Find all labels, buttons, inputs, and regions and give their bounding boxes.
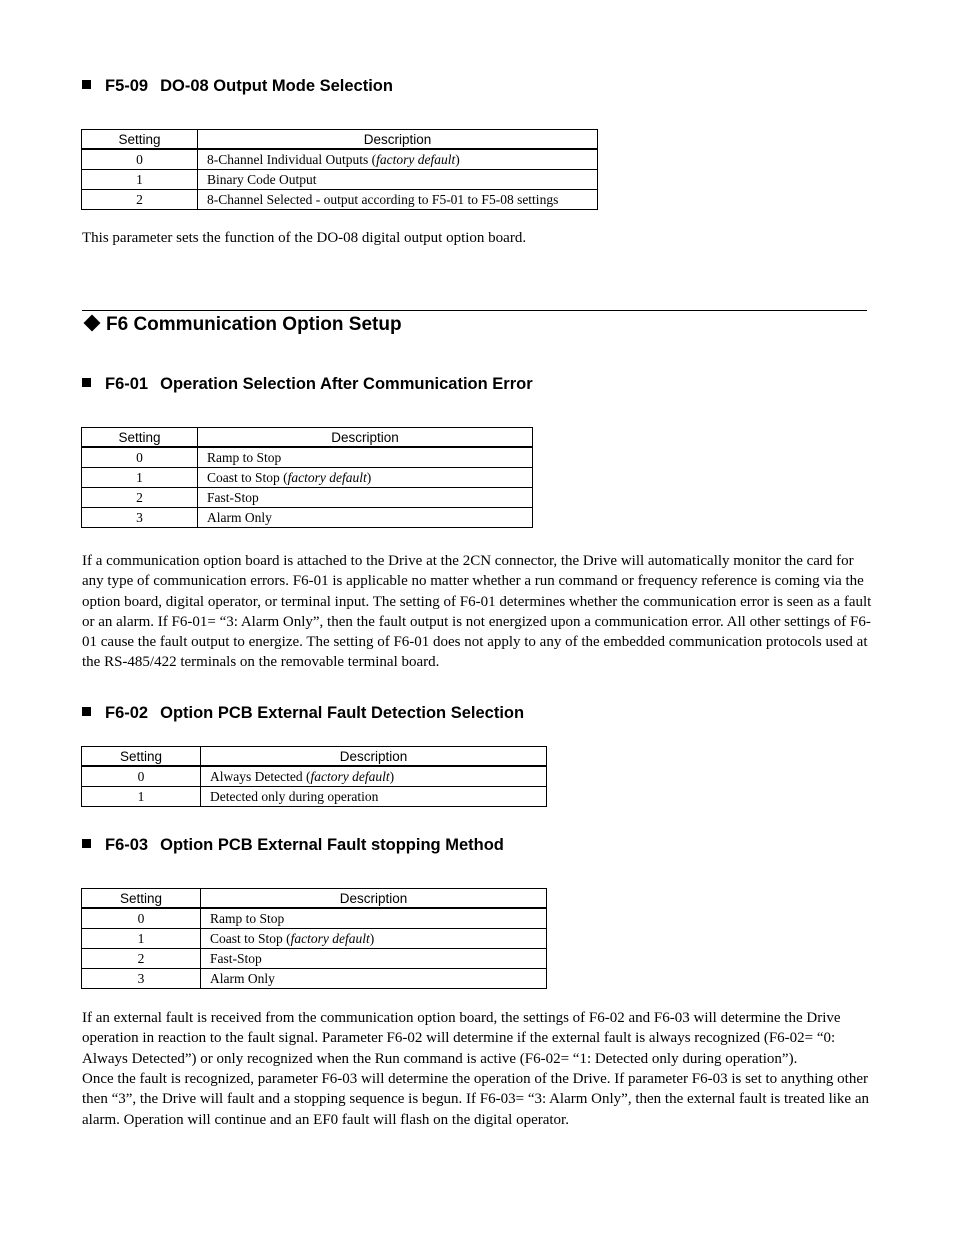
column-header-setting: Setting	[82, 747, 201, 767]
setting-description: Always Detected (factory default)	[201, 766, 547, 787]
f601-settings-table	[81, 427, 533, 528]
f509-heading	[82, 77, 393, 96]
section-title: F6 Communication Option Setup	[106, 314, 402, 335]
parameter-code: F6-01	[105, 375, 149, 393]
f509-settings-table	[81, 129, 598, 210]
table-row	[82, 908, 547, 929]
parameter-code: F6-02	[105, 704, 149, 722]
setting-description: Alarm Only	[198, 508, 533, 528]
f602-settings-table	[81, 746, 547, 807]
column-header-description: Description	[201, 889, 547, 909]
parameter-code: F6-03	[105, 836, 149, 854]
setting-value: 0	[82, 908, 201, 929]
section-divider	[82, 310, 867, 311]
table-row	[82, 949, 547, 969]
f603-settings-table	[81, 888, 547, 989]
setting-value: 1	[82, 468, 198, 488]
setting-value: 0	[82, 766, 201, 787]
parameter-title: DO-08 Output Mode Selection	[160, 77, 393, 95]
table-row	[82, 149, 598, 170]
f602-heading	[82, 704, 524, 723]
table-row	[82, 787, 547, 807]
setting-value: 0	[82, 149, 198, 170]
setting-value: 1	[82, 170, 198, 190]
square-bullet-icon	[82, 707, 91, 716]
f603-description-1: If an external fault is received from the communication option board, the settings of F6-02 and F6-03 will determine the Drive operation in reaction to the fault signal. Parameter F6-02 will determine if the external fault is always recognized (F6-02= “0: Always Detected”) or only recognized when the Run command is active (F6-02= “1: Detected only during operation”).	[82, 1010, 841, 1067]
column-header-setting: Setting	[82, 130, 198, 150]
square-bullet-icon	[82, 378, 91, 387]
f601-heading	[82, 375, 533, 394]
column-header-description: Description	[198, 130, 598, 150]
parameter-title: Option PCB External Fault stopping Method	[160, 836, 504, 854]
parameter-code: F5-09	[105, 77, 149, 95]
f603-heading	[82, 836, 504, 855]
column-header-setting: Setting	[82, 889, 201, 909]
column-header-description: Description	[201, 747, 547, 767]
setting-value: 3	[82, 508, 198, 528]
setting-description: Binary Code Output	[198, 170, 598, 190]
table-row	[82, 508, 533, 528]
setting-value: 1	[82, 787, 201, 807]
setting-description: 8-Channel Selected - output according to F5-01 to F5-08 settings	[198, 190, 598, 210]
setting-description: Coast to Stop (factory default)	[201, 929, 547, 949]
table-row	[82, 488, 533, 508]
parameter-title: Option PCB External Fault Detection Selection	[160, 704, 525, 722]
setting-value: 2	[82, 190, 198, 210]
f603-description-2: Once the fault is recognized, parameter F6-03 will determine the operation of the Drive. If parameter F6-03 is set to anything other then “3”, the Drive will fault and a stopping sequence is begun. If F6-03= “3: Alarm Only”, then the external fault is treated like an alarm. Operation will continue and an EF0 fault will flash on the digital operator.	[82, 1071, 869, 1128]
setting-description: Detected only during operation	[201, 787, 547, 807]
setting-value: 0	[82, 447, 198, 468]
column-header-description: Description	[198, 428, 533, 448]
square-bullet-icon	[82, 839, 91, 848]
table-row	[82, 929, 547, 949]
f6-section-heading	[82, 314, 402, 336]
f509-description: This parameter sets the function of the DO-08 digital output option board.	[82, 230, 527, 246]
setting-description: Ramp to Stop	[201, 908, 547, 929]
setting-value: 3	[82, 969, 201, 989]
column-header-setting: Setting	[82, 428, 198, 448]
setting-description: Ramp to Stop	[198, 447, 533, 468]
setting-value: 1	[82, 929, 201, 949]
setting-description: Fast-Stop	[198, 488, 533, 508]
table-row	[82, 766, 547, 787]
table-row	[82, 190, 598, 210]
table-row	[82, 447, 533, 468]
diamond-bullet-icon	[84, 315, 101, 332]
setting-description: 8-Channel Individual Outputs (factory default)	[198, 149, 598, 170]
parameter-title: Operation Selection After Communication Error	[160, 375, 533, 393]
setting-value: 2	[82, 949, 201, 969]
setting-description: Alarm Only	[201, 969, 547, 989]
table-row	[82, 969, 547, 989]
square-bullet-icon	[82, 80, 91, 89]
f601-description: If a communication option board is attached to the Drive at the 2CN connector, the Drive will automatically monitor the card for any type of communication errors. F6-01 is applicable no matter whether a run command or frequency reference is coming via the option board, digital operator, or terminal input. The setting of F6-01 determines whether the communication error is seen as a fault or an alarm. If F6-01= “3: Alarm Only”, then the fault output is not energized upon a communication error. All other settings of F6-01 cause the fault output to energize. The setting of F6-01 does not apply to any of the embedded communication protocols used at the RS-485/422 terminals on the removable terminal board.	[82, 553, 872, 671]
table-row	[82, 468, 533, 488]
setting-description: Fast-Stop	[201, 949, 547, 969]
table-row	[82, 170, 598, 190]
setting-description: Coast to Stop (factory default)	[198, 468, 533, 488]
setting-value: 2	[82, 488, 198, 508]
